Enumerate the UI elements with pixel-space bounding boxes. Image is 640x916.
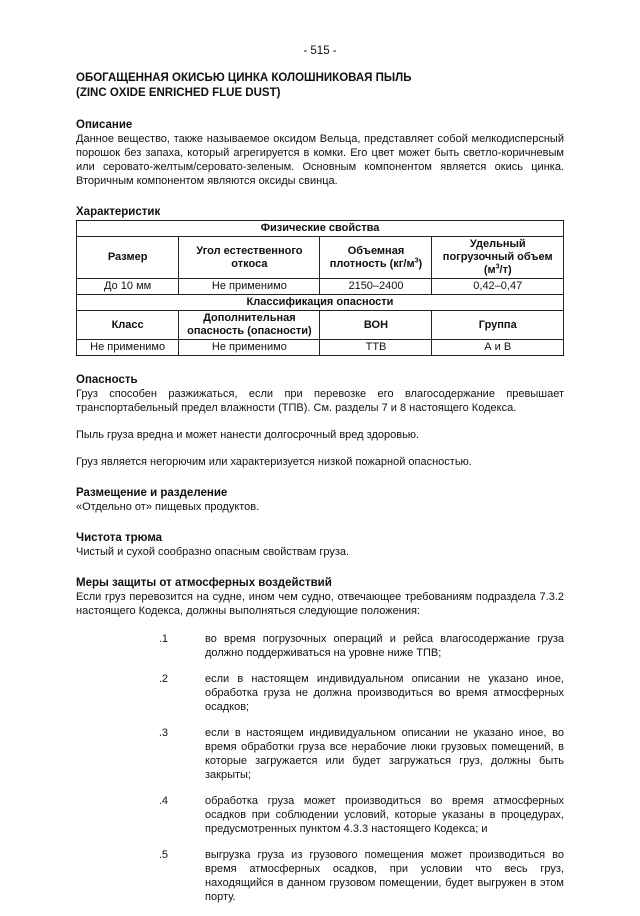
page-content <box>76 71 564 916</box>
characteristics-table <box>76 220 564 356</box>
hazard-text-1: Груз способен разжижаться, если при перевозке его влагосодержание превышает транспортабельный предел влажности (ТПВ). См. разделы 7 и 8 настоящего Кодекса. <box>76 388 564 414</box>
list-item-text: обработка груза может производиться во время атмосферных осадков при соблюдении условий, которые указаны в процедурах, предусмотренных пунктом 4.3.3 настоящего Кодекса; и <box>205 795 564 835</box>
hazard-section <box>76 373 564 469</box>
weather-heading: Меры защиты от атмосферных воздействий <box>76 577 332 589</box>
col-subsidiary: Дополнительная опасность (опасности) <box>179 311 320 340</box>
physical-properties-header: Физические свойства <box>77 221 564 237</box>
col-size: Размер <box>77 237 179 279</box>
hazard-classification-header: Классификация опасности <box>77 295 564 311</box>
list-item <box>76 848 564 904</box>
cargo-title: ОБОГАЩЕННАЯ ОКИСЬЮ ЦИНКА КОЛОШНИКОВАЯ ПЫЛЬ <box>76 72 412 84</box>
list-item-number: .5 <box>158 849 168 861</box>
hold-cleanliness-section <box>76 531 564 559</box>
description-heading: Описание <box>76 119 133 131</box>
characteristics-heading: Характеристик <box>76 206 161 218</box>
list-item-text: выгрузка груза из грузового помещения может производиться во время атмосферных осадков, при условии что весь груз, находящийся в данном грузовом помещении, будет выгружен в этом порту. <box>205 849 564 903</box>
hazard-text-2: Пыль груза вредна и может нанести долгосрочный вред здоровью. <box>76 429 420 441</box>
list-item <box>76 672 564 714</box>
col-volume: Удельный погрузочный объем $(м^3/т)$ <box>432 237 564 279</box>
stowage-text: «Отдельно от» пищевых продуктов. <box>76 501 260 513</box>
list-item <box>76 632 564 660</box>
cell-size: До 10 мм <box>77 279 179 295</box>
cell-class: Не применимо <box>77 340 179 356</box>
cell-angle: Не применимо <box>179 279 320 295</box>
hold-heading: Чистота трюма <box>76 532 163 544</box>
list-item-text: во время погрузочных операций и рейса влагосодержание груза должно поддерживаться на уровне ниже ТПВ; <box>205 633 564 659</box>
hazard-columns-row <box>77 311 564 340</box>
col-density: Объемная плотность $(кг/м^3)$ <box>320 237 432 279</box>
table-row <box>77 279 564 295</box>
list-item-number: .4 <box>158 795 168 807</box>
cell-subsidiary: Не применимо <box>179 340 320 356</box>
hazard-heading: Опасность <box>76 374 138 386</box>
stowage-section <box>76 486 564 514</box>
col-mhb: ВОН <box>320 311 432 340</box>
list-item-text: если в настоящем индивидуальном описании не указано иное, во время обработки груза все нерабочие люки грузовых помещений, в которые загружается или будет загружаться груз, должны быть закрыты; <box>205 727 564 781</box>
col-group: Группа <box>432 311 564 340</box>
description-section <box>76 118 564 188</box>
list-item <box>76 794 564 836</box>
cell-group: А и В <box>432 340 564 356</box>
list-item-number: .1 <box>158 633 168 645</box>
table-row <box>77 340 564 356</box>
list-item-number: .3 <box>158 727 168 739</box>
col-class: Класс <box>77 311 179 340</box>
stowage-heading: Размещение и разделение <box>76 487 228 499</box>
list-item-text: если в настоящем индивидуальном описании не указано иное, обработка груза не должна производиться во время атмосферных осадков; <box>205 673 564 713</box>
cell-volume: 0,42–0,47 <box>432 279 564 295</box>
page-number: - 515 - <box>303 45 337 57</box>
col-angle: Угол естественного откоса <box>179 237 320 279</box>
characteristics-section <box>76 205 564 356</box>
cell-mhb: ТТВ <box>320 340 432 356</box>
cargo-title-english: (ZINC OXIDE ENRICHED FLUE DUST) <box>76 87 281 99</box>
hold-text: Чистый и сухой сообразно опасным свойствам груза. <box>76 546 350 558</box>
weather-section <box>76 576 564 904</box>
hazard-text-3: Груз является негорючим или характеризуется низкой пожарной опасностью. <box>76 456 472 468</box>
physical-columns-row <box>77 237 564 279</box>
description-text: Данное вещество, также называемое оксидом Вельца, представляет собой мелкодисперсный порошок без запаха, который агрегируется в комки. Его цвет может быть светло-коричневым или серовато-желтым/серовато-зеленым. Основным компонентом является окись цинка. Вторичным компонентом являются оксиды свинца. <box>76 133 564 187</box>
list-item-number: .2 <box>158 673 168 685</box>
weather-intro: Если груз перевозится на судне, ином чем судно, отвечающее требованиям подраздела 7.3.2 настоящего Кодекса, должны выполняться следующие положения: <box>76 591 564 617</box>
list-item <box>76 726 564 782</box>
cell-density: 2150–2400 <box>320 279 432 295</box>
weather-list <box>76 632 564 904</box>
